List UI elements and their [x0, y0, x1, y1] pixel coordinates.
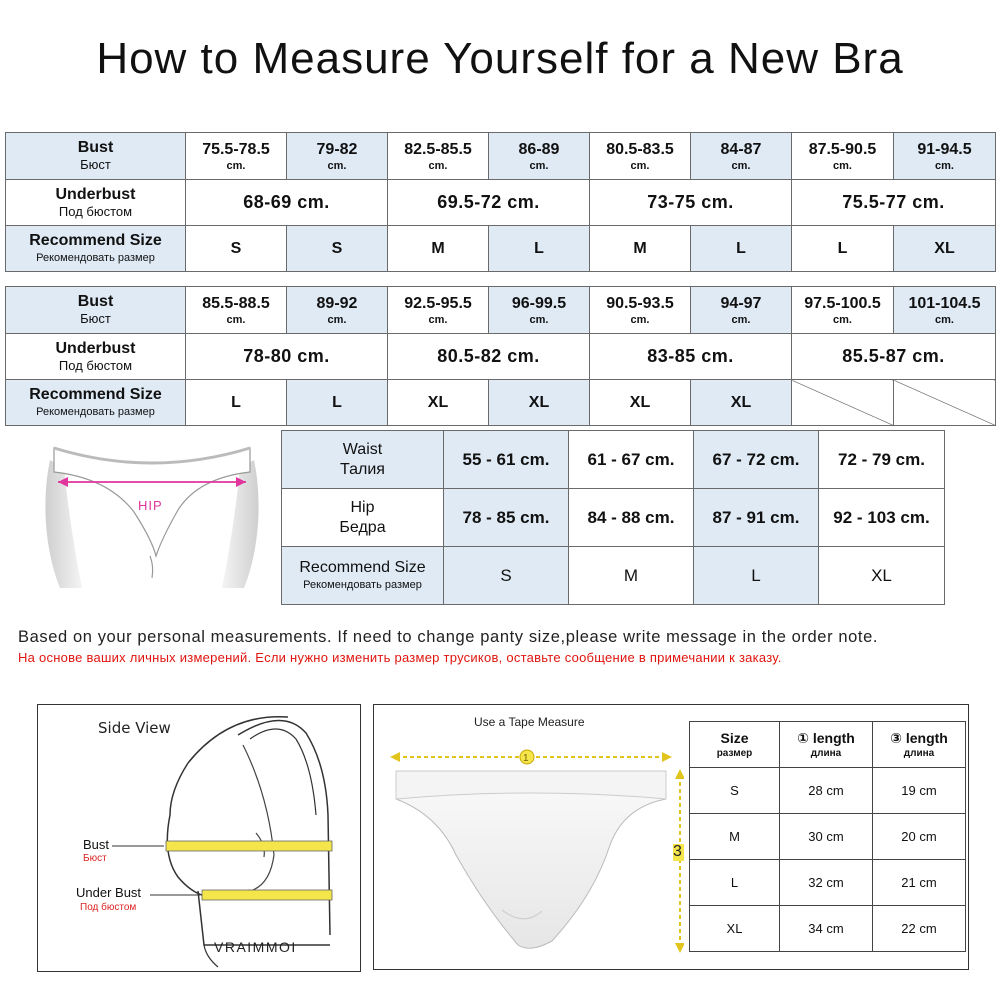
measure-arrow-right-icon [662, 752, 672, 762]
recommend-size-header [6, 226, 186, 272]
hip-label-en: Hip [350, 498, 375, 516]
recommend-size-label-ru: Рекомендовать размер [36, 405, 155, 418]
underbust-cell: 69.5-72 cm. [388, 180, 590, 226]
bust-cell: 101-104.5 cm. [894, 287, 996, 334]
panty-size-header-row [690, 722, 966, 768]
bra-size-table-2 [5, 286, 996, 426]
bust-cell: 86-89 cm. [489, 133, 590, 180]
table-row: S 28 cm 19 cm [690, 768, 966, 814]
waist-header [282, 431, 444, 489]
table-row: L 32 cm 21 cm [690, 860, 966, 906]
underbust-cell: 83-85 cm. [590, 334, 792, 380]
underbust-label-ru: Под бюстом [58, 357, 133, 373]
waist-hip-table [281, 430, 945, 605]
length-3-col-header: ③ length длина [873, 722, 966, 768]
underbust-cell: 78-80 cm. [186, 334, 388, 380]
underbust-tape [202, 890, 332, 900]
bust-cell: 82.5-85.5 cm. [388, 133, 489, 180]
recommend-size-header [282, 547, 444, 605]
marker-1: 1 [523, 753, 529, 764]
bust-label: Bust [83, 837, 110, 852]
size-cell: XL [590, 380, 691, 426]
hip-cell: 78 - 85 cm. [444, 489, 569, 547]
waist-label: Waist [342, 440, 383, 458]
size-cell: XL [691, 380, 792, 426]
size-cell: XL [819, 547, 945, 605]
bust-cell: 97.5-100.5 cm. [792, 287, 894, 334]
size-cell: M [388, 226, 489, 272]
recommend-size-label-ru: Рекомендовать размер [303, 579, 422, 591]
hip-label: HIP [138, 498, 163, 513]
bust-row [6, 287, 996, 334]
hip-label-ru: Бедра [339, 518, 386, 536]
brand-name: VRAIMMOI [214, 939, 297, 955]
bust-header [6, 287, 186, 334]
bust-cell: 84-87 cm. [691, 133, 792, 180]
size-cell: L [287, 380, 388, 426]
underbust-row [6, 334, 996, 380]
size-row [6, 380, 996, 426]
table-row: XL 34 cm 22 cm [690, 906, 966, 952]
bust-row [6, 133, 996, 180]
measure-arrow-left-icon [390, 752, 400, 762]
underbust-cell: 68-69 cm. [186, 180, 388, 226]
underbust-header [6, 180, 186, 226]
note-russian: На основе ваших личных измерений. Если нужно изменить размер трусиков, оставьте сообщение в примечании к заказу. [18, 650, 782, 665]
bust-header [6, 133, 186, 180]
size-row [282, 547, 945, 605]
bust-cell: 79-82 cm. [287, 133, 388, 180]
empty-size-cell [792, 380, 894, 426]
bust-label: Bust [77, 139, 114, 156]
size-cell: L [489, 226, 590, 272]
table-row: M 30 cm 20 cm [690, 814, 966, 860]
underbust-cell: 85.5-87 cm. [792, 334, 996, 380]
size-cell: XL [894, 226, 996, 272]
hip-header [282, 489, 444, 547]
underbust-cell: 75.5-77 cm. [792, 180, 996, 226]
bust-cell: 91-94.5 cm. [894, 133, 996, 180]
waist-cell: 67 - 72 cm. [694, 431, 819, 489]
empty-size-cell [894, 380, 996, 426]
bust-label-ru: Бюст [80, 311, 111, 326]
measure-arrow-down-icon [675, 943, 684, 953]
bust-cell: 89-92 cm. [287, 287, 388, 334]
size-col-header: Size размер [690, 722, 780, 768]
underbust-label-ru: Под бюстом [58, 203, 133, 219]
waist-row [282, 431, 945, 489]
length-1-col-header: ① length длина [780, 722, 873, 768]
size-cell: XL [489, 380, 590, 426]
hip-row [282, 489, 945, 547]
bust-label-ru: Бюст [83, 853, 107, 864]
size-row [6, 226, 996, 272]
bust-cell: 80.5-83.5 cm. [590, 133, 691, 180]
side-view-title: Side View [98, 719, 171, 737]
hip-cell: 84 - 88 cm. [569, 489, 694, 547]
under-bust-label-ru: Под бюстом [80, 902, 137, 913]
size-cell: M [590, 226, 691, 272]
underbust-cell: 80.5-82 cm. [388, 334, 590, 380]
size-cell: S [444, 547, 569, 605]
waist-label-ru: Талия [340, 460, 385, 478]
waist-cell: 55 - 61 cm. [444, 431, 569, 489]
panty-size-table [689, 721, 966, 952]
measure-arrow-up-icon [675, 769, 684, 779]
recommend-size-label-ru: Рекомендовать размер [36, 251, 155, 264]
page-title: How to Measure Yourself for a New Bra [96, 34, 904, 83]
size-cell: L [792, 226, 894, 272]
bust-cell: 90.5-93.5 cm. [590, 287, 691, 334]
hip-cell: 87 - 91 cm. [694, 489, 819, 547]
size-cell: S [186, 226, 287, 272]
waist-cell: 61 - 67 cm. [569, 431, 694, 489]
bust-label: Bust [77, 293, 114, 310]
size-cell: XL [388, 380, 489, 426]
underbust-header [6, 334, 186, 380]
recommend-size-label: Recommend Size [29, 231, 162, 249]
bust-cell: 87.5-90.5 cm. [792, 133, 894, 180]
underbust-label: Underbust [55, 185, 136, 203]
bust-cell: 92.5-95.5 cm. [388, 287, 489, 334]
size-cell: S [287, 226, 388, 272]
under-bust-label: Under Bust [76, 885, 142, 900]
bust-label-ru: Бюст [80, 157, 111, 172]
size-cell: L [186, 380, 287, 426]
hip-illustration [38, 438, 268, 596]
bust-cell: 94-97 cm. [691, 287, 792, 334]
panty-illustration [374, 705, 684, 969]
recommend-size-label: Recommend Size [29, 385, 162, 403]
bust-cell: 96-99.5 cm. [489, 287, 590, 334]
tape-measure-panel [373, 704, 969, 970]
hip-cell: 92 - 103 cm. [819, 489, 945, 547]
size-cell: L [691, 226, 792, 272]
tape-title: Use a Tape Measure [474, 715, 585, 729]
recommend-size-label: Recommend Size [299, 559, 426, 576]
note-english: Based on your personal measurements. If need to change panty size,please write message in the order note. [18, 628, 879, 646]
size-cell: L [694, 547, 819, 605]
recommend-size-header [6, 380, 186, 426]
waist-cell: 72 - 79 cm. [819, 431, 945, 489]
marker-3: 3 [673, 843, 682, 860]
side-view-panel [37, 704, 361, 972]
bust-tape [166, 841, 332, 851]
bra-size-table-1 [5, 132, 996, 272]
underbust-row [6, 180, 996, 226]
underbust-cell: 73-75 cm. [590, 180, 792, 226]
bust-cell: 85.5-88.5 cm. [186, 287, 287, 334]
size-cell: M [569, 547, 694, 605]
bust-cell: 75.5-78.5 cm. [186, 133, 287, 180]
underbust-label: Underbust [55, 339, 136, 357]
